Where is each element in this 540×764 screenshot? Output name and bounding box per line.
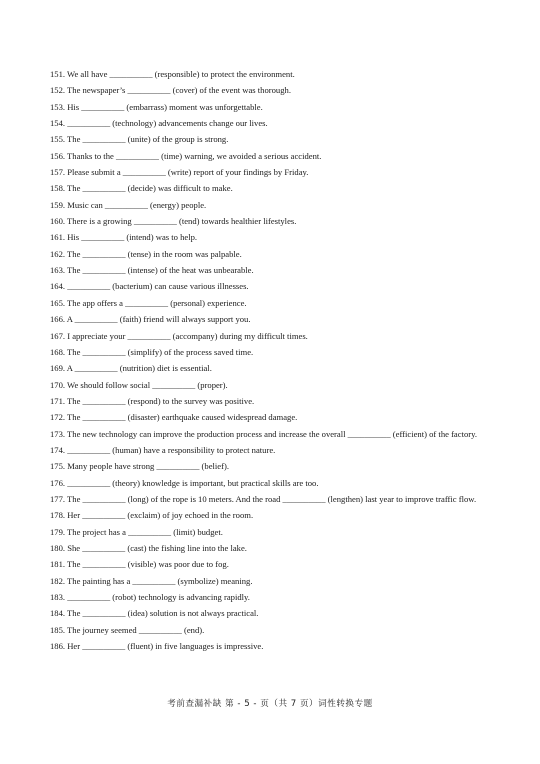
exercise-item: 170. We should follow social __________ (proper). <box>50 379 228 390</box>
exercise-item: 153. His __________ (embarrass) moment was unforgettable. <box>50 101 263 112</box>
exercise-item: 176. __________ (theory) knowledge is important, but practical skills are too. <box>50 477 319 488</box>
exercise-item: 177. The __________ (long) of the rope is 10 meters. And the road __________ (lengthen) last year to improve traffic flow. <box>50 493 477 504</box>
exercise-item: 152. The newspaper’s __________ (cover) of the event was thorough. <box>50 85 291 96</box>
exercise-item: 164. __________ (bacterium) can cause various illnesses. <box>50 281 249 292</box>
exercise-item: 174. __________ (human) have a responsibility to protect nature. <box>50 444 276 455</box>
exercise-item: 173. The new technology can improve the production process and increase the overall __________ (efficient) of the factory. <box>50 428 477 439</box>
exercise-item: 154. __________ (technology) advancements change our lives. <box>50 118 268 129</box>
exercise-item: 175. Many people have strong __________ (belief). <box>50 461 229 472</box>
exercise-item: 160. There is a growing __________ (tend) towards healthier lifestyles. <box>50 216 297 227</box>
exercise-item: 168. The __________ (simplify) of the process saved time. <box>50 346 254 357</box>
exercise-item: 182. The painting has a __________ (symbolize) meaning. <box>50 575 253 586</box>
exercise-item: 161. His __________ (intend) was to help. <box>50 232 198 243</box>
exercise-item: 163. The __________ (intense) of the heat was unbearable. <box>50 265 254 276</box>
exercise-item: 179. The project has a __________ (limit) budget. <box>50 526 223 537</box>
exercise-item: 181. The __________ (visible) was poor due to fog. <box>50 559 229 570</box>
exercise-item: 172. The __________ (disaster) earthquake caused widespread damage. <box>50 412 298 423</box>
page-footer: 考前查漏补缺 第 - 5 - 页（共 7 页）词性转换专题 <box>167 699 373 709</box>
exercise-item: 151. We all have __________ (responsible) to protect the environment. <box>50 69 295 79</box>
exercise-item: 184. The __________ (idea) solution is not always practical. <box>50 608 259 619</box>
exercise-item: 180. She __________ (cast) the fishing line into the lake. <box>50 542 247 553</box>
exercise-item: 159. Music can __________ (energy) people. <box>50 199 207 210</box>
exercise-item: 185. The journey seemed __________ (end). <box>50 624 205 635</box>
exercise-item: 156. Thanks to the __________ (time) warning, we avoided a serious accident. <box>50 150 322 161</box>
exercise-item: 171. The __________ (respond) to the survey was positive. <box>50 395 255 406</box>
exercise-item: 166. A __________ (faith) friend will always support you. <box>50 314 251 325</box>
exercise-item: 169. A __________ (nutrition) diet is essential. <box>50 363 212 374</box>
exercise-item: 162. The __________ (tense) in the room was palpable. <box>50 248 242 259</box>
exercise-item: 165. The app offers a __________ (personal) experience. <box>50 297 247 308</box>
exercise-item: 167. I appreciate your __________ (accompany) during my difficult times. <box>50 330 308 341</box>
exercise-item: 183. __________ (robot) technology is advancing rapidly. <box>50 592 250 602</box>
exercise-item: 157. Please submit a __________ (write) report of your findings by Friday. <box>50 167 309 178</box>
exercise-item: 178. Her __________ (exclaim) of joy echoed in the room. <box>50 510 254 521</box>
exercise-item: 158. The __________ (decide) was difficult to make. <box>50 183 233 194</box>
exercise-item: 186. Her __________ (fluent) in five languages is impressive. <box>50 641 264 652</box>
exercise-list <box>50 66 492 654</box>
exercise-item: 155. The __________ (unite) of the group is strong. <box>50 134 229 145</box>
